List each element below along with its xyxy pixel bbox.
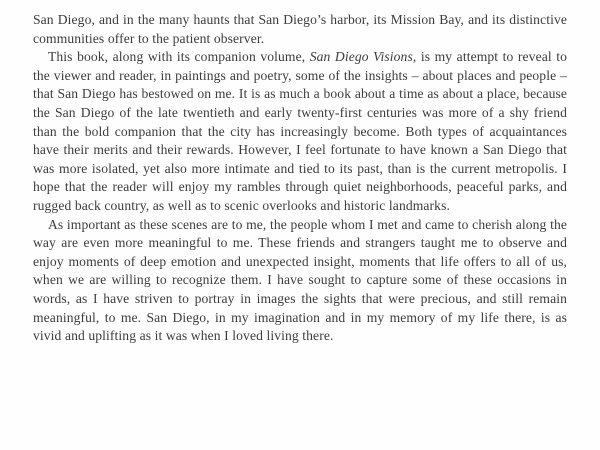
paragraph-text: San Diego, and in the many haunts that San Diego’s harbor, its Mission Bay, and its distinctive communities offer to the patient observer. bbox=[33, 12, 567, 46]
paragraph-text: This book, along with its companion volume, bbox=[48, 49, 310, 65]
paragraph bbox=[33, 216, 567, 346]
paragraph bbox=[33, 48, 567, 215]
paragraph-text: , is my attempt to reveal to the viewer and reader, in paintings and poetry, some of the insights – about places and people – that San Diego has bestowed on me. It is as much a book about a time as about a place, because the San Diego of the late twentieth and early twenty-first centuries was more of a shy friend than the bold companion that the city has increasingly become. Both types of acquaintances have their merits and their rewards. However, I feel fortunate to have known a San Diego that was more isolated, yet also more intimate and tied to its past, than is the current metropolis. I hope that the reader will enjoy my rambles through quiet neighborhoods, peaceful parks, and rugged back country, as well as to scenic overlooks and historic landmarks. bbox=[33, 49, 567, 213]
paragraph bbox=[33, 11, 567, 48]
book-title-italic: San Diego Visions bbox=[309, 49, 413, 65]
paragraph-text: As important as these scenes are to me, the people whom I met and came to cherish along the way are even more meaningful to me. These friends and strangers taught me to observe and enjoy moments of deep emotion and unexpected insight, moments that life offers to all of us, when we are willing to recognize them. I have sought to capture some of these occasions in words, as I have striven to portray in images the sights that were precious, and still remain meaningful, to me. San Diego, in my imagination and in my memory of my life there, is as vivid and uplifting as it was when I loved living there. bbox=[33, 216, 567, 344]
document-body bbox=[33, 11, 567, 346]
